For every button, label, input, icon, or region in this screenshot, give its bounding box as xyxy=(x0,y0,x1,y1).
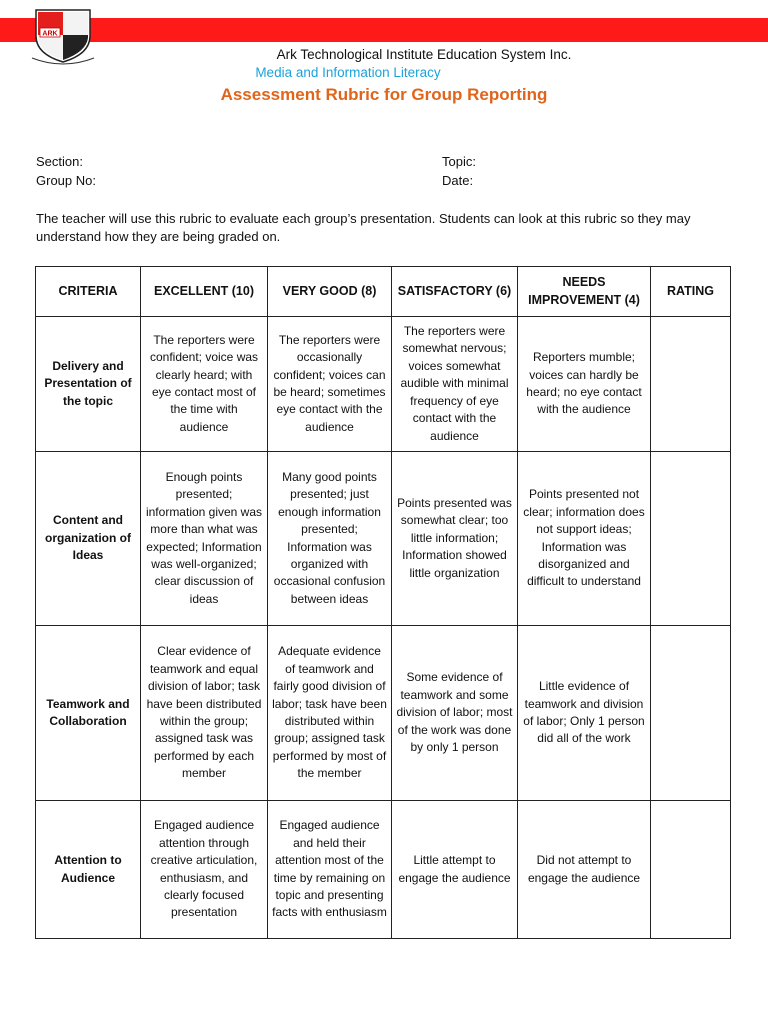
needs-improvement-cell: Did not attempt to engage the audience xyxy=(518,801,651,939)
rating-cell[interactable] xyxy=(651,317,731,452)
criteria-cell: Delivery and Presentation of the topic xyxy=(36,317,141,452)
section-label: Section: xyxy=(36,154,83,169)
needs-improvement-cell: Reporters mumble; voices can hardly be heard; no eye contact with the audience xyxy=(518,317,651,452)
excellent-cell: Engaged audience attention through creative articulation, enthusiasm, and clearly focused presentation xyxy=(141,801,268,939)
rubric-row xyxy=(36,452,731,626)
document-title: Assessment Rubric for Group Reporting xyxy=(220,85,548,104)
satisfactory-cell: Little attempt to engage the audience xyxy=(392,801,518,939)
very-good-cell: The reporters were occasionally confident; voices can be heard; sometimes eye contact with the audience xyxy=(268,317,392,452)
satisfactory-cell: Some evidence of teamwork and some division of labor; most of the work was done by only 1 person xyxy=(392,626,518,801)
rubric-table xyxy=(35,266,731,939)
needs-improvement-cell: Points presented not clear; information does not support ideas; Information was disorganized and difficult to understand xyxy=(518,452,651,626)
rubric-row xyxy=(36,317,731,452)
excellent-cell: The reporters were confident; voice was clearly heard; with eye contact most of the time with audience xyxy=(141,317,268,452)
header-red-bar xyxy=(0,18,768,42)
intro-paragraph: The teacher will use this rubric to evaluate each group’s presentation. Students can look at this rubric so they may understand how they are being graded on. xyxy=(36,211,691,244)
group-no-label: Group No: xyxy=(36,173,96,188)
subject-name: Media and Information Literacy xyxy=(255,65,441,80)
company-name: Ark Technological Institute Education System Inc. xyxy=(276,47,572,62)
header-very-good: VERY GOOD (8) xyxy=(268,267,392,317)
rating-cell[interactable] xyxy=(651,452,731,626)
excellent-cell: Enough points presented; information given was more than what was expected; Information was well-organized; clear discussion of ideas xyxy=(141,452,268,626)
very-good-cell: Engaged audience and held their attention most of the time by remaining on topic and presenting facts with enthusiasm xyxy=(268,801,392,939)
very-good-cell: Adequate evidence of teamwork and fairly good division of labor; task have been distributed within group; assigned task performed by most of the member xyxy=(268,626,392,801)
rubric-row xyxy=(36,801,731,939)
criteria-cell: Content and organization of Ideas xyxy=(36,452,141,626)
excellent-cell: Clear evidence of teamwork and equal division of labor; task have been distributed within the group; assigned task was performed by each member xyxy=(141,626,268,801)
topic-label: Topic: xyxy=(442,154,476,169)
satisfactory-cell: Points presented was somewhat clear; too little information; Information showed little organization xyxy=(392,452,518,626)
criteria-cell: Attention to Audience xyxy=(36,801,141,939)
rubric-header-row xyxy=(36,267,731,317)
rating-cell[interactable] xyxy=(651,626,731,801)
header-satisfactory: SATISFACTORY (6) xyxy=(392,267,518,317)
rubric-row xyxy=(36,626,731,801)
date-label: Date: xyxy=(442,173,474,188)
rating-cell[interactable] xyxy=(651,801,731,939)
header-excellent: EXCELLENT (10) xyxy=(141,267,268,317)
logo-text: ARK xyxy=(42,30,58,38)
header-rating: RATING xyxy=(651,267,731,317)
satisfactory-cell: The reporters were somewhat nervous; voices somewhat audible with minimal frequency of eye contact with the audience xyxy=(392,317,518,452)
very-good-cell: Many good points presented; just enough information presented; Information was organized with occasional confusion between ideas xyxy=(268,452,392,626)
header-criteria: CRITERIA xyxy=(36,267,141,317)
header-needs-improvement: NEEDS IMPROVEMENT (4) xyxy=(518,267,651,317)
needs-improvement-cell: Little evidence of teamwork and division of labor; Only 1 person did all of the work xyxy=(518,626,651,801)
criteria-cell: Teamwork and Collaboration xyxy=(36,626,141,801)
